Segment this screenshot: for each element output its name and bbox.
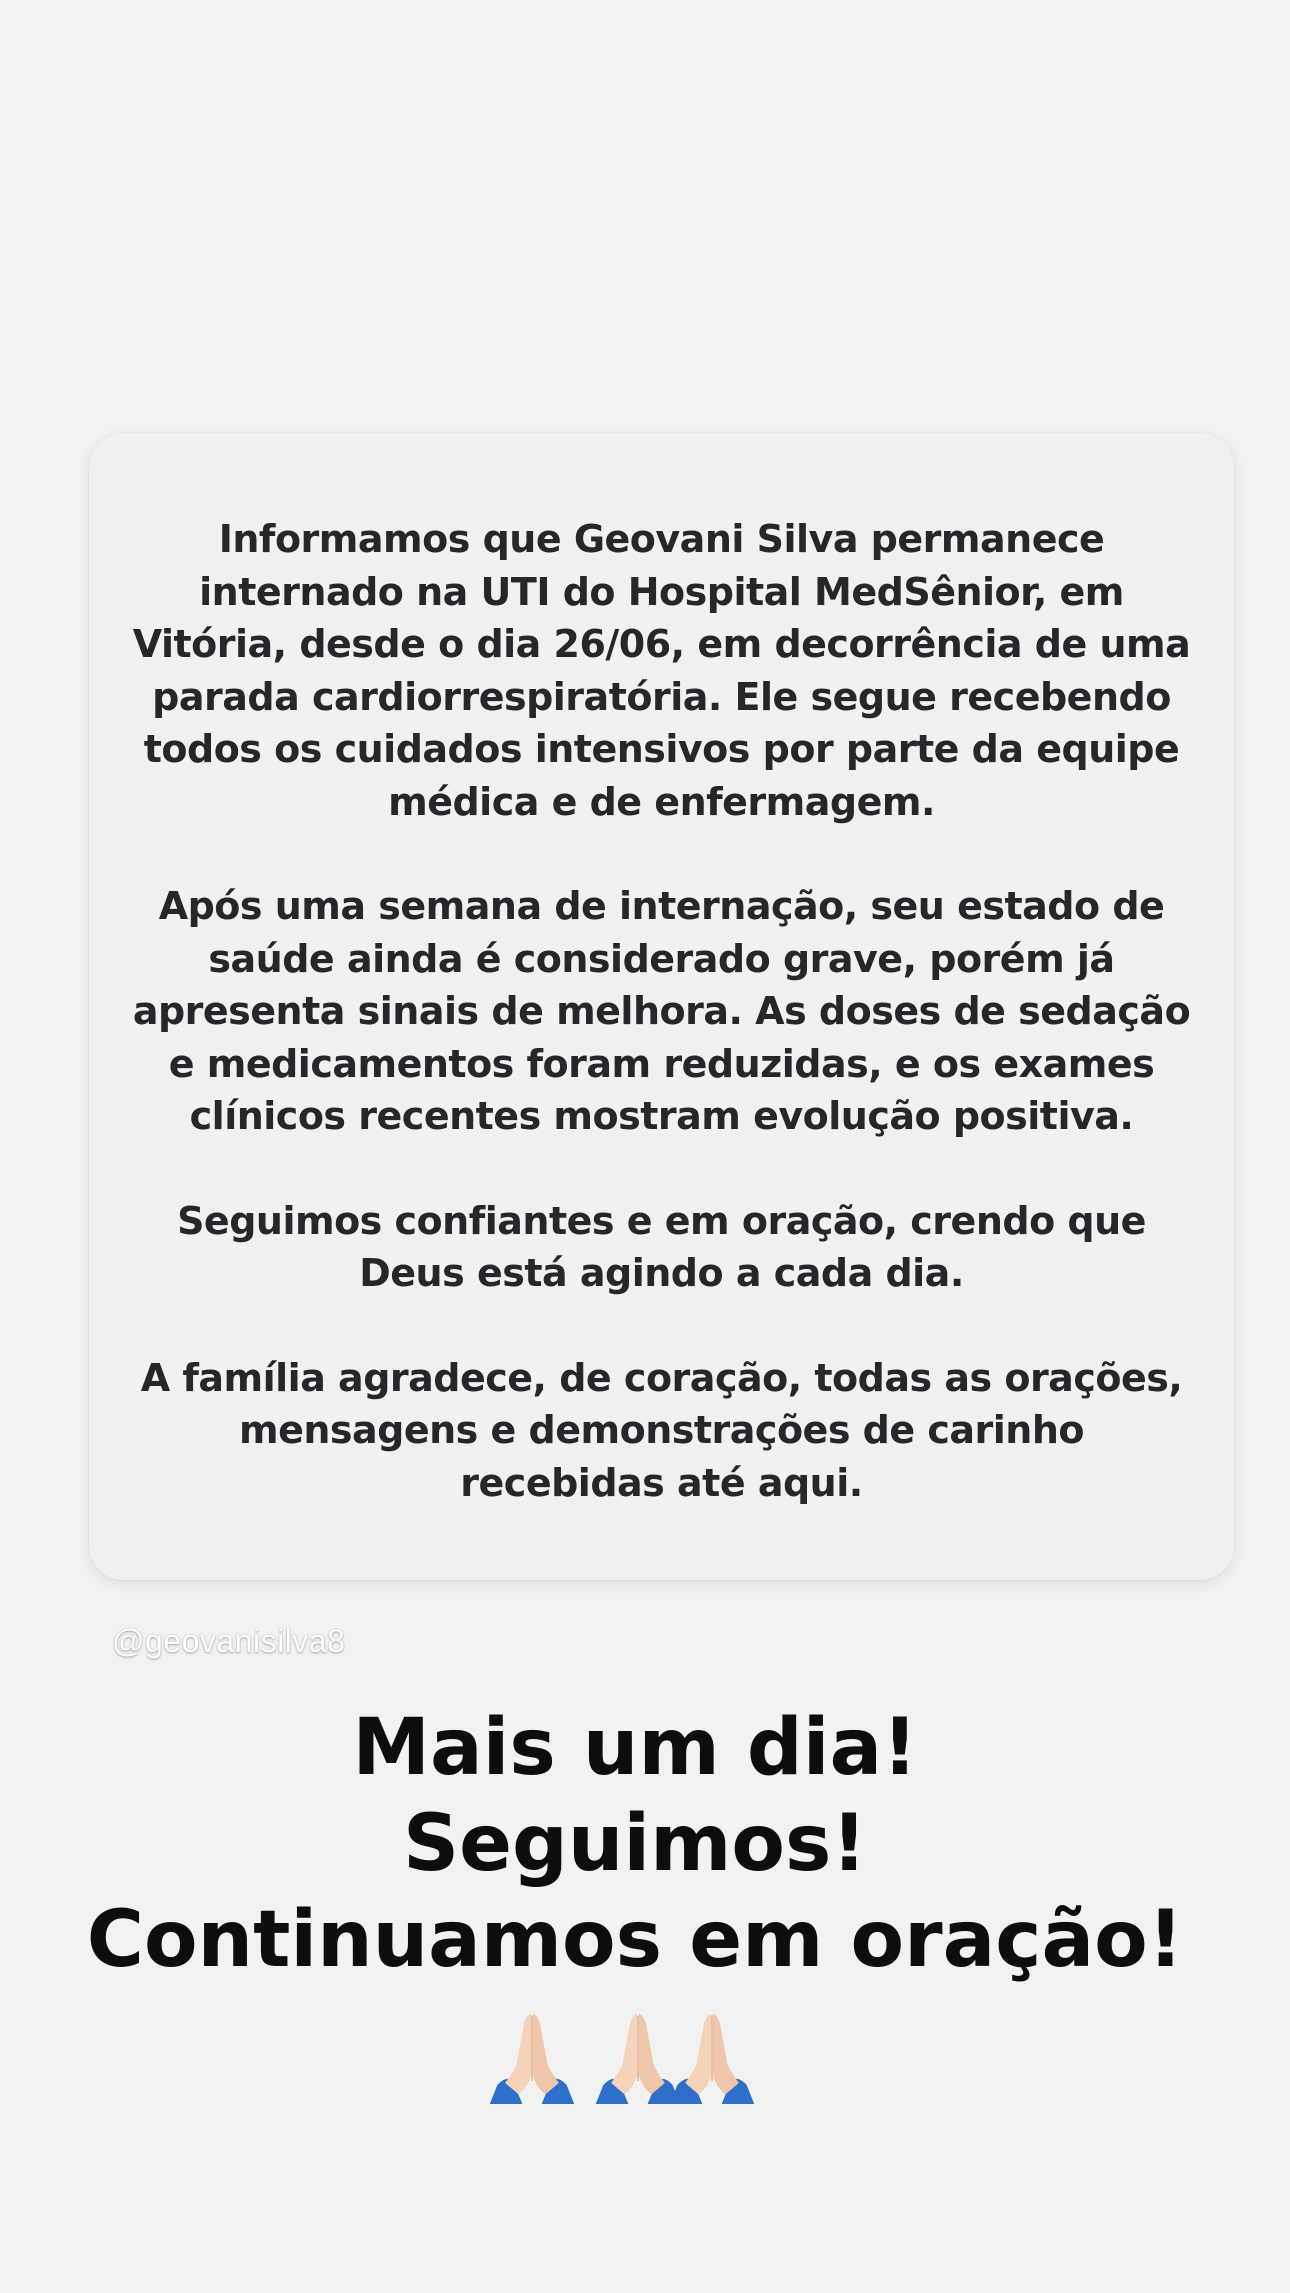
notice-card	[89, 433, 1234, 1580]
notice-line: e medicamentos foram reduzidas, e os exames	[168, 1041, 1155, 1086]
mention-tag[interactable]: @geovanisilva8	[112, 1623, 346, 1659]
notice-paragraph-4	[99, 1352, 1224, 1510]
notice-line: médica e de enfermagem.	[388, 779, 935, 824]
notice-paragraph-2	[99, 880, 1224, 1143]
story-caption	[0, 1700, 1270, 1988]
caption-line: Continuamos em oração!	[86, 1895, 1184, 1985]
notice-line: recebidas até aqui.	[460, 1460, 863, 1505]
notice-line: Vitória, desde o dia 26/06, em decorrência de uma	[132, 622, 1191, 666]
caption-line: Seguimos!	[402, 1799, 868, 1889]
notice-line: mensagens e demonstrações de carinho	[238, 1408, 1085, 1452]
folded-hands-icon	[664, 2008, 760, 2104]
notice-paragraph-3	[99, 1195, 1224, 1300]
notice-line: Deus está agindo a cada dia.	[359, 1251, 964, 1295]
notice-line: A família agradece, de coração, todas as orações,	[140, 1355, 1183, 1400]
folded-hands-icon	[484, 2008, 580, 2104]
notice-line: todos os cuidados intensivos por parte da equipe	[143, 727, 1180, 771]
notice-line: Informamos que Geovani Silva permanece	[218, 517, 1105, 561]
notice-line: internado na UTI do Hospital MedSênior, em	[199, 569, 1124, 614]
notice-paragraph-1	[99, 513, 1224, 828]
notice-line: clínicos recentes mostram evolução positiva.	[189, 1094, 1134, 1138]
notice-line: saúde ainda é considerado grave, porém já	[208, 936, 1115, 981]
caption-line: Mais um dia!	[352, 1703, 918, 1793]
notice-line: apresenta sinais de melhora. As doses de sedação	[132, 989, 1191, 1033]
notice-line: Após uma semana de internação, seu estado de	[158, 884, 1165, 928]
notice-line: parada cardiorrespiratória. Ele segue recebendo	[152, 674, 1171, 719]
notice-line: Seguimos confiantes e em oração, crendo que	[177, 1198, 1146, 1243]
prayer-emojis	[484, 2008, 760, 2104]
